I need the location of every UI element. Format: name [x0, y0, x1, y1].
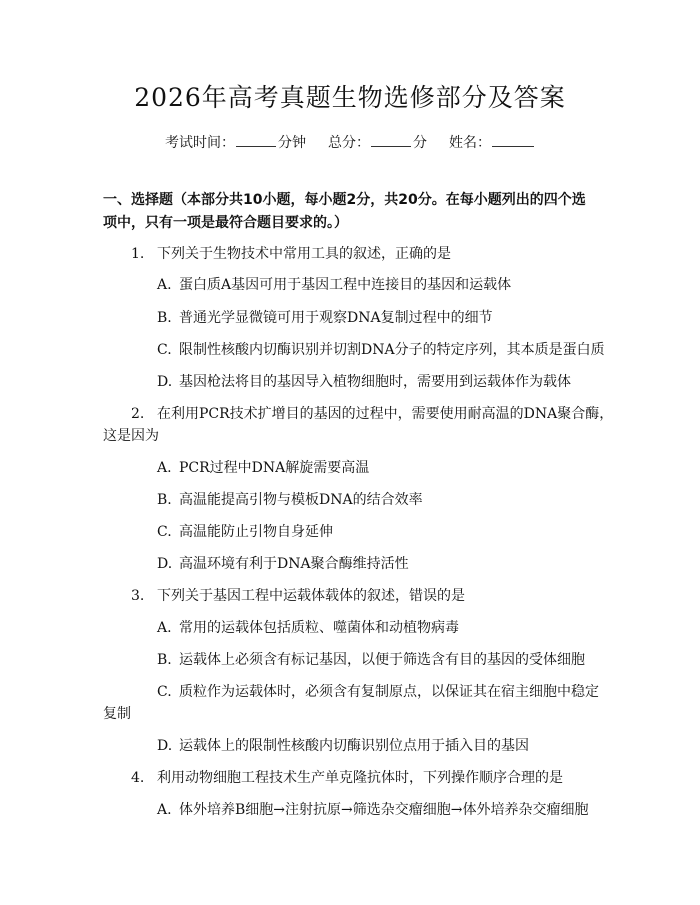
- option-letter: C.: [157, 524, 172, 540]
- score-unit: 分: [413, 135, 427, 151]
- option-text: PCR过程中DNA解旋需要高温: [179, 460, 370, 476]
- option-text-continuation: 复制: [103, 706, 131, 722]
- option-1b: [157, 307, 493, 329]
- section-title: 一、选择题（本部分共10小题，每小题2分，共20分。在每小题列出的四个选项中，只有一项是最符合题目要求的。）: [103, 192, 586, 231]
- option-letter: A.: [157, 460, 172, 476]
- question-stem: 下列关于基因工程中运载体载体的叙述，错误的是: [157, 588, 465, 604]
- question-number: 1.: [131, 246, 145, 262]
- question-number: 3.: [131, 588, 145, 604]
- option-letter: B.: [157, 492, 172, 508]
- option-3b: [157, 649, 585, 671]
- page-title: 2026年高考真题生物选修部分及答案: [134, 83, 566, 112]
- score-label: 总分：: [328, 135, 370, 151]
- option-text: 运载体上的限制性核酸内切酶识别位点用于插入目的基因: [179, 738, 529, 754]
- question-stem: 下列关于生物技术中常用工具的叙述，正确的是: [157, 246, 451, 262]
- option-3c: [157, 681, 599, 703]
- question-number: 4.: [131, 770, 145, 786]
- option-letter: A.: [157, 620, 172, 636]
- option-2c: [157, 521, 333, 543]
- question-2: [131, 403, 613, 425]
- option-text: 蛋白质A基因可用于基因工程中连接目的基因和运载体: [179, 277, 512, 293]
- option-letter: C.: [157, 342, 172, 358]
- option-1d: [157, 371, 571, 393]
- option-letter: A.: [157, 277, 172, 293]
- option-letter: D.: [157, 738, 173, 754]
- option-3c-continuation: [103, 703, 131, 725]
- option-3a: [157, 617, 459, 639]
- name-label: 姓名：: [449, 135, 491, 151]
- option-text: 普通光学显微镜可用于观察DNA复制过程中的细节: [179, 310, 493, 326]
- question-stem-line1: 在利用PCR技术扩增目的基因的过程中，需要使用耐高温的DNA聚合酶，: [157, 406, 614, 422]
- option-1c: [157, 339, 605, 361]
- option-2b: [157, 489, 423, 511]
- exam-meta: [0, 132, 700, 153]
- score-field: [328, 132, 427, 153]
- time-blank[interactable]: [236, 132, 276, 147]
- option-text: 质粒作为运载体时，必须含有复制原点，以保证其在宿主细胞中稳定: [179, 684, 599, 700]
- question-1: [131, 243, 451, 265]
- question-2-continuation: [103, 425, 159, 447]
- name-blank[interactable]: [492, 132, 534, 147]
- option-letter: A.: [157, 802, 172, 818]
- time-unit: 分钟: [278, 135, 306, 151]
- option-3d: [157, 735, 529, 757]
- option-text: 体外培养B细胞→注射抗原→筛选杂交瘤细胞→体外培养杂交瘤细胞: [179, 802, 589, 818]
- option-text: 高温能防止引物自身延伸: [179, 524, 333, 540]
- score-blank[interactable]: [371, 132, 411, 147]
- option-letter: D.: [157, 556, 173, 572]
- option-2d: [157, 553, 409, 575]
- option-letter: B.: [157, 652, 172, 668]
- name-field: [449, 132, 535, 153]
- time-field: [165, 132, 306, 153]
- option-text: 基因枪法将目的基因导入植物细胞时，需要用到运载体作为载体: [179, 374, 571, 390]
- option-1a: [157, 274, 511, 296]
- option-letter: D.: [157, 374, 173, 390]
- question-4: [131, 767, 563, 789]
- option-4a: [157, 799, 588, 821]
- question-stem: 利用动物细胞工程技术生产单克隆抗体时，下列操作顺序合理的是: [157, 770, 563, 786]
- time-label: 考试时间：: [165, 135, 235, 151]
- option-2a: [157, 457, 369, 479]
- question-stem-line2: 这是因为: [103, 428, 159, 444]
- option-text: 运载体上必须含有标记基因，以便于筛选含有目的基因的受体细胞: [179, 652, 585, 668]
- option-text: 常用的运载体包括质粒、噬菌体和动植物病毒: [179, 620, 459, 636]
- option-text: 限制性核酸内切酶识别并切割DNA分子的特定序列，其本质是蛋白质: [179, 342, 605, 358]
- question-3: [131, 585, 465, 607]
- option-letter: C.: [157, 684, 172, 700]
- option-letter: B.: [157, 310, 172, 326]
- option-text: 高温环境有利于DNA聚合酶维持活性: [179, 556, 409, 572]
- question-number: 2.: [131, 406, 145, 422]
- option-text: 高温能提高引物与模板DNA的结合效率: [179, 492, 423, 508]
